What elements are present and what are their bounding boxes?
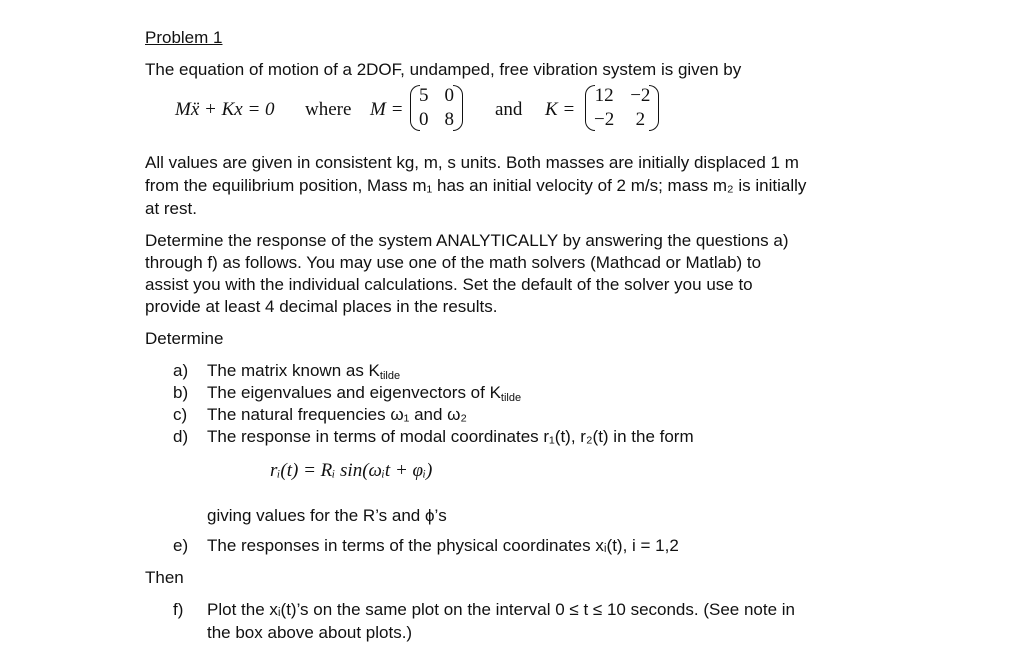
para2-line: assist you with the individual calculations. Set the default of the solver you use to xyxy=(145,275,753,294)
k-label: K = xyxy=(545,99,576,120)
item-text: The natural frequencies ω₁ and ω₂ xyxy=(207,405,468,424)
matrix-cell: 2 xyxy=(635,109,646,130)
para2-line: Determine the response of the system ANALYTICALLY by answering the questions a) xyxy=(145,231,789,250)
item-label: f) xyxy=(173,600,184,619)
item-text: The responses in terms of the physical coordinates xᵢ(t), i = 1,2 xyxy=(207,536,679,555)
determine-heading: Determine xyxy=(145,329,224,348)
matrix-cell: −2 xyxy=(630,85,651,106)
item-label: e) xyxy=(173,536,189,555)
problem-title: Problem 1 xyxy=(145,28,223,47)
item-c xyxy=(173,405,467,425)
item-text: The eigenvalues and eigenvectors of K xyxy=(207,383,501,402)
para1-line: at rest. xyxy=(145,199,197,218)
para2-line: provide at least 4 decimal places in the results. xyxy=(145,297,498,316)
giving-text: giving values for the R’s and ϕ’s xyxy=(207,506,447,525)
intro-text: The equation of motion of a 2DOF, undamped, free vibration system is given by xyxy=(145,60,742,79)
item-label: a) xyxy=(173,361,189,380)
matrix-cell: 0 xyxy=(444,85,454,106)
item-f-continued: the box above about plots.) xyxy=(207,623,413,642)
and-text: and xyxy=(495,99,523,120)
para1-line: from the equilibrium position, Mass m₁ has an initial velocity of 2 m/s; mass m₂ is initially xyxy=(145,176,807,195)
modal-formula: rᵢ(t) = Rᵢ sin(ωᵢt + φᵢ) xyxy=(270,460,433,481)
item-label: c) xyxy=(173,405,188,424)
then-heading: Then xyxy=(145,568,184,587)
matrix-cell: −2 xyxy=(594,109,615,130)
matrix-cell: 8 xyxy=(444,109,454,130)
matrix-cell: 12 xyxy=(594,85,614,106)
subscript: tilde xyxy=(379,370,401,382)
where-text: where xyxy=(305,99,352,120)
item-label: d) xyxy=(173,427,189,446)
item-text: Plot the xᵢ(t)’s on the same plot on the interval 0 ≤ t ≤ 10 seconds. (See note in xyxy=(207,600,796,619)
item-e xyxy=(173,536,679,556)
equation-of-motion: Mẍ + Kx = 0 xyxy=(175,99,275,120)
m-label: M = xyxy=(370,99,404,120)
item-text: The matrix known as K xyxy=(207,361,380,380)
stiffness-matrix xyxy=(585,85,659,131)
item-text: The response in terms of modal coordinates r₁(t), r₂(t) in the form xyxy=(207,427,694,446)
para2-line: through f) as follows. You may use one of the math solvers (Mathcad or Matlab) to xyxy=(145,253,762,272)
matrix-cell: 0 xyxy=(419,109,429,130)
item-d xyxy=(173,427,694,447)
para1-line: All values are given in consistent kg, m, s units. Both masses are initially displaced 1 m xyxy=(145,153,799,172)
mass-matrix xyxy=(410,85,463,131)
subscript: tilde xyxy=(500,392,522,404)
matrix-cell: 5 xyxy=(419,85,429,106)
item-f xyxy=(173,600,795,620)
item-label: b) xyxy=(173,383,189,402)
